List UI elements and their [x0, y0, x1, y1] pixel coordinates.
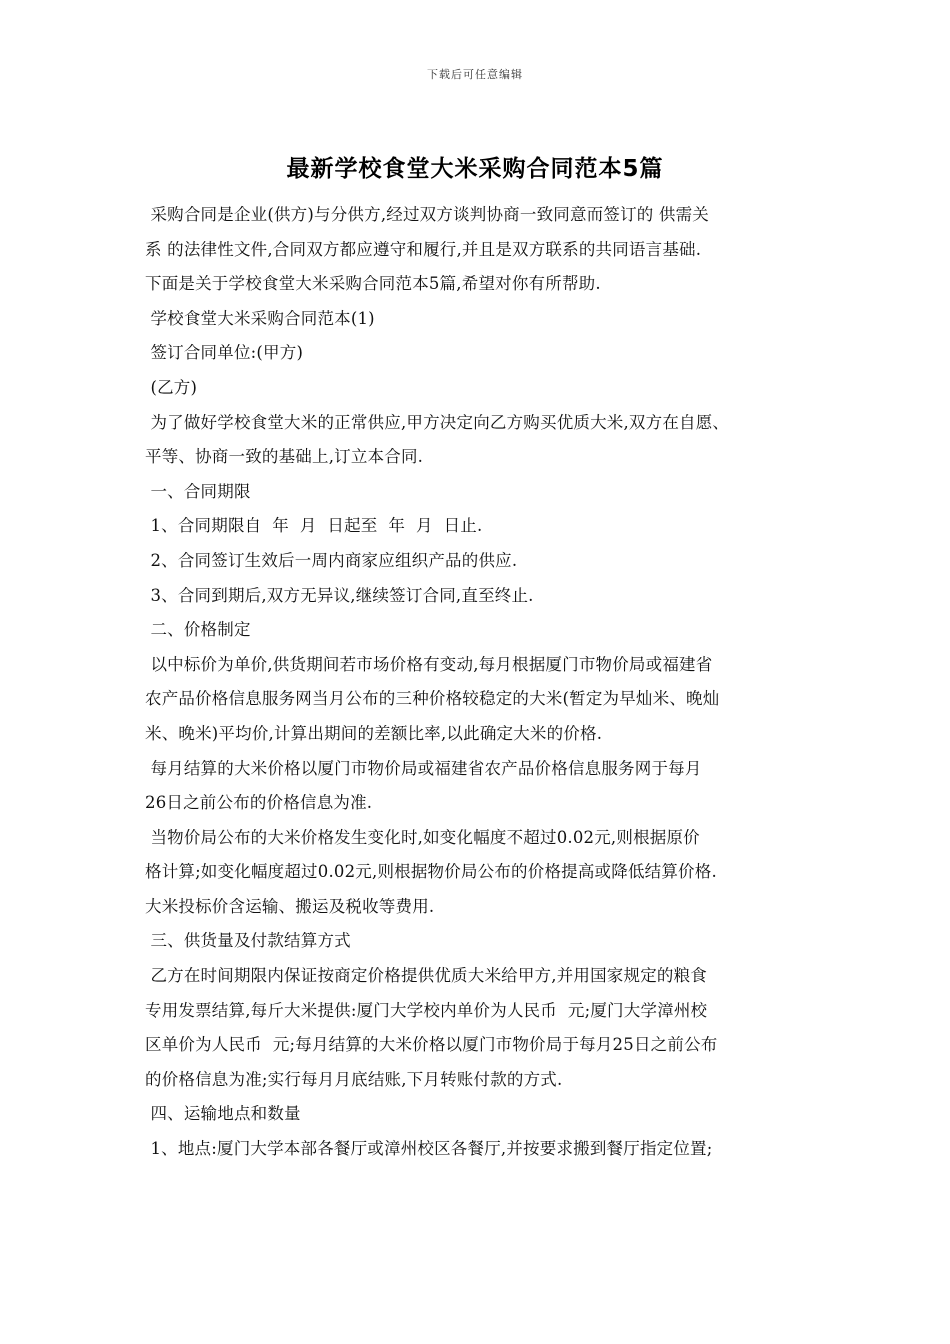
text-line: 系 的法律性文件,合同双方都应遵守和履行,并且是双方联系的共同语言基础.: [145, 239, 702, 259]
text-line: 1、合同期限自 年 月 日起至 年 月 日止.: [145, 516, 483, 536]
text-line: 为了做好学校食堂大米的正常供应,甲方决定向乙方购买优质大米,双方在自愿、: [145, 412, 730, 432]
document-body: [145, 198, 835, 1167]
text-line: 一、合同期限: [145, 481, 251, 501]
text-line: 格计算;如变化幅度超过0.02元,则根据物价局公布的价格提高或降低结算价格.: [145, 862, 717, 882]
text-line: 大米投标价含运输、搬运及税收等费用.: [145, 896, 435, 916]
text-line: 3、合同到期后,双方无异议,继续签订合同,直至终止.: [145, 585, 534, 605]
text-line: 签订合同单位:(甲方): [145, 343, 304, 363]
text-line: (乙方): [145, 377, 198, 397]
text-line: 区单价为人民币 元;每月结算的大米价格以厦门市物价局于每月25日之前公布: [145, 1035, 718, 1055]
text-line: 当物价局公布的大米价格发生变化时,如变化幅度不超过0.02元,则根据原价: [145, 827, 700, 847]
text-line: 1、地点:厦门大学本部各餐厅或漳州校区各餐厅,并按要求搬到餐厅指定位置;: [145, 1139, 713, 1159]
text-line: 平等、协商一致的基础上,订立本合同.: [145, 447, 424, 467]
text-line: 26日之前公布的价格信息为准.: [145, 793, 373, 813]
text-line: 采购合同是企业(供方)与分供方,经过双方谈判协商一致同意而签订的 供需关: [145, 205, 710, 224]
text-line: 乙方在时间期限内保证按商定价格提供优质大米给甲方,并用国家规定的粮食: [145, 966, 707, 986]
text-line: 的价格信息为准;实行每月月底结账,下月转账付款的方式.: [145, 1069, 563, 1089]
text-line: 2、合同签订生效后一周内商家应组织产品的供应.: [145, 550, 518, 570]
text-line: 米、晚米)平均价,计算出期间的差额比率,以此确定大米的价格.: [145, 723, 603, 743]
text-line: 下面是关于学校食堂大米采购合同范本5篇,希望对你有所帮助.: [145, 274, 601, 294]
text-line: 四、运输地点和数量: [145, 1104, 301, 1124]
text-line: 农产品价格信息服务网当月公布的三种价格较稳定的大米(暂定为早灿米、晚灿: [145, 689, 720, 709]
text-line: 二、价格制定: [145, 620, 251, 640]
text-line: 每月结算的大米价格以厦门市物价局或福建省农产品价格信息服务网于每月: [145, 758, 702, 778]
text-line: 以中标价为单价,供货期间若市场价格有变动,每月根据厦门市物价局或福建省: [145, 654, 713, 674]
text-line: 专用发票结算,每斤大米提供:厦门大学校内单价为人民币 元;厦门大学漳州校: [145, 1000, 708, 1020]
text-line: 三、供货量及付款结算方式: [145, 931, 351, 951]
header-note: 下载后可任意编辑: [427, 68, 523, 81]
text-line: 学校食堂大米采购合同范本(1): [145, 308, 375, 328]
document-title: 最新学校食堂大米采购合同范本5篇: [286, 156, 664, 182]
